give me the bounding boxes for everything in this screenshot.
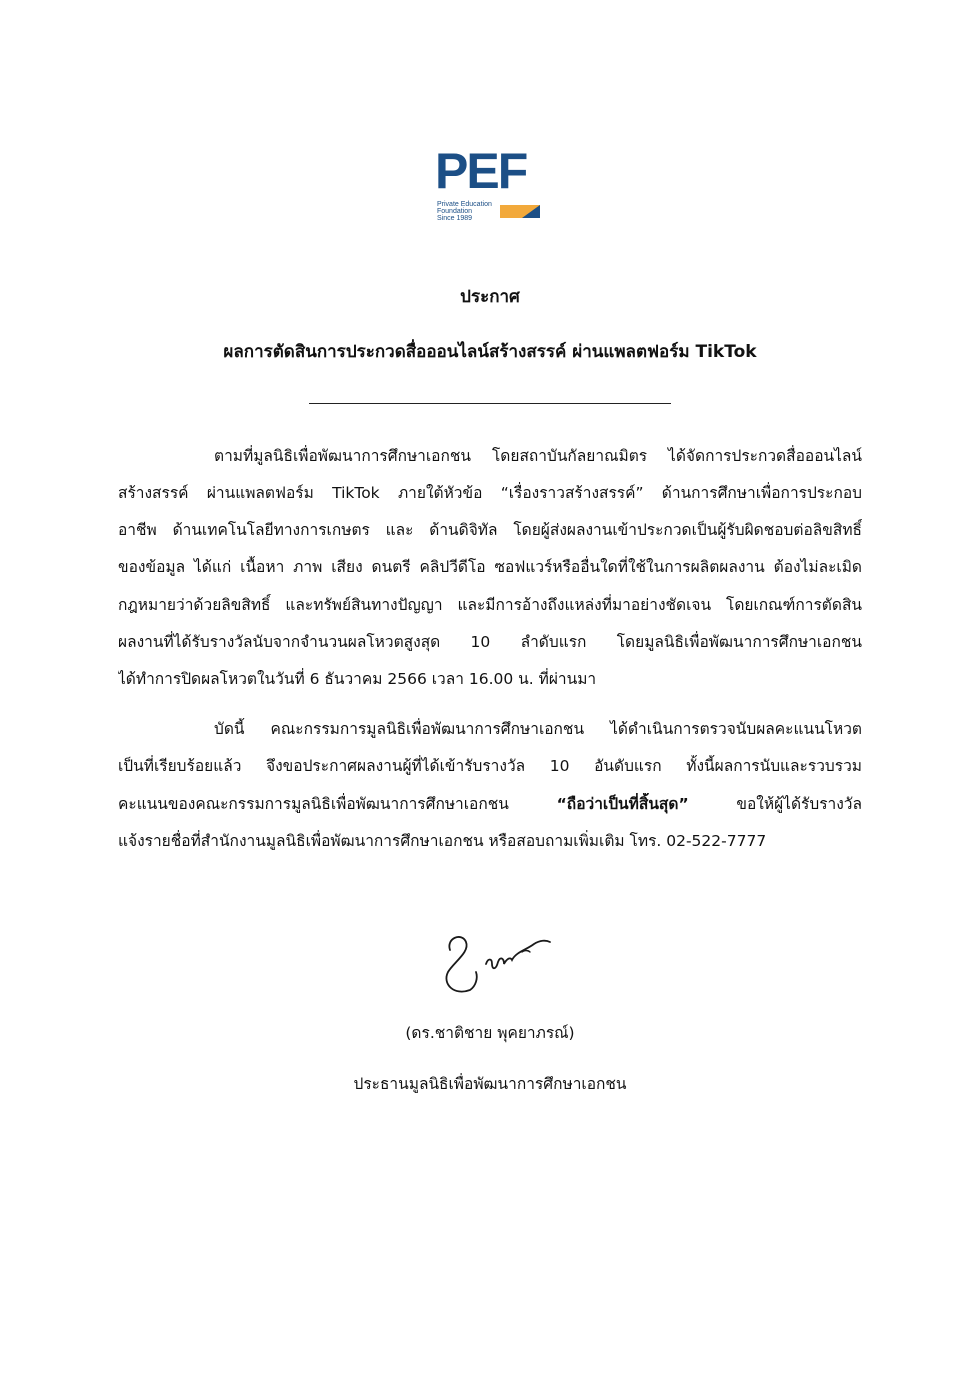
divider-line [309,403,671,404]
paragraph-text: ขอให้ผู้ได้รับรางวัล [736,795,862,813]
logo-text-line: Since 1989 [437,215,473,222]
paragraph-line: ผลงานที่ได้รับรางวัลนับจากจำนวนผลโหวตสูงสุด 10 ลำดับแรก โดยมูลนิธิเพื่อพัฒนาการศึกษาเอกชน [118,633,862,651]
paragraph-line: แจ้งรายชื่อที่สำนักงานมูลนิธิเพื่อพัฒนาการศึกษาเอกชน หรือสอบถามเพิ่มเติม โทร. 02-522-7777 [118,832,767,850]
paragraph-line: อาชีพ ด้านเทคโนโลยีทางการเกษตร และ ด้านดิจิทัล โดยผู้ส่งผลงานเข้าประกวดเป็นผู้รับผิดชอบต่อลิขสิทธิ์ [118,521,862,539]
signatory-position: ประธานมูลนิธิเพื่อพัฒนาการศึกษาเอกชน [353,1075,627,1093]
paragraph-line: กฎหมายว่าด้วยลิขสิทธิ์ และทรัพย์สินทางปัญญา และมีการอ้างถึงแหล่งที่มาอย่างชัดเจน โดยเกณฑ์การตัดสิน [118,596,862,614]
paragraph-line: เป็นที่เรียบร้อยแล้ว จึงขอประกาศผลงานผู้ที่ได้เข้ารับรางวัล 10 อันดับแรก ทั้งนี้ผลการนับและรวบรวม [118,757,862,775]
signatory-name: (ดร.ชาติชาย พุคยาภรณ์) [405,1024,575,1042]
signature-icon [436,928,556,1006]
paragraph-text: คะแนนของคณะกรรมการมูลนิธิเพื่อพัฒนาการศึกษาเอกชน [118,795,509,813]
emphasis-text: “ถือว่าเป็นที่สิ้นสุด” [556,795,689,813]
paragraph-line: สร้างสรรค์ ผ่านแพลตฟอร์ม TikTok ภายใต้หัวข้อ “เรื่องราวสร้างสรรค์” ด้านการศึกษาเพื่อการประกอบ [118,484,862,502]
logo-text-line: Foundation [437,208,473,215]
paragraph-line-with-emphasis [118,793,862,815]
logo-triangle-icon [500,205,540,218]
paragraph-line: ได้ทำการปิดผลโหวตในวันที่ 6 ธันวาคม 2566 เวลา 16.00 น. ที่ผ่านมา [118,670,597,688]
announcement-title: ประกาศ [460,287,520,307]
paragraph-line: ของข้อมูล ได้แก่ เนื้อหา ภาพ เสียง ดนตรี คลิปวีดีโอ ซอฟแวร์หรืออื่นใดที่ใช้ในการผลิตผลงาน ต้องไม่ละเมิด [118,558,862,576]
logo-letters: PEF [435,143,527,199]
announcement-subtitle: ผลการตัดสินการประกวดสื่อออนไลน์สร้างสรรค์ ผ่านแพลตฟอร์ม TikTok [223,342,757,362]
logo-orange-band [500,205,540,218]
pef-logo [435,143,545,224]
paragraph-line: ตามที่มูลนิธิเพื่อพัฒนาการศึกษาเอกชน โดยสถาบันกัลยาณมิตร ได้จัดการประกวดสื่อออนไลน์ [214,447,862,465]
paragraph-line: บัดนี้ คณะกรรมการมูลนิธิเพื่อพัฒนาการศึกษาเอกชน ได้ดำเนินการตรวจนับผลคะแนนโหวต [214,720,862,738]
logo-text-line: Private Education [437,201,492,208]
